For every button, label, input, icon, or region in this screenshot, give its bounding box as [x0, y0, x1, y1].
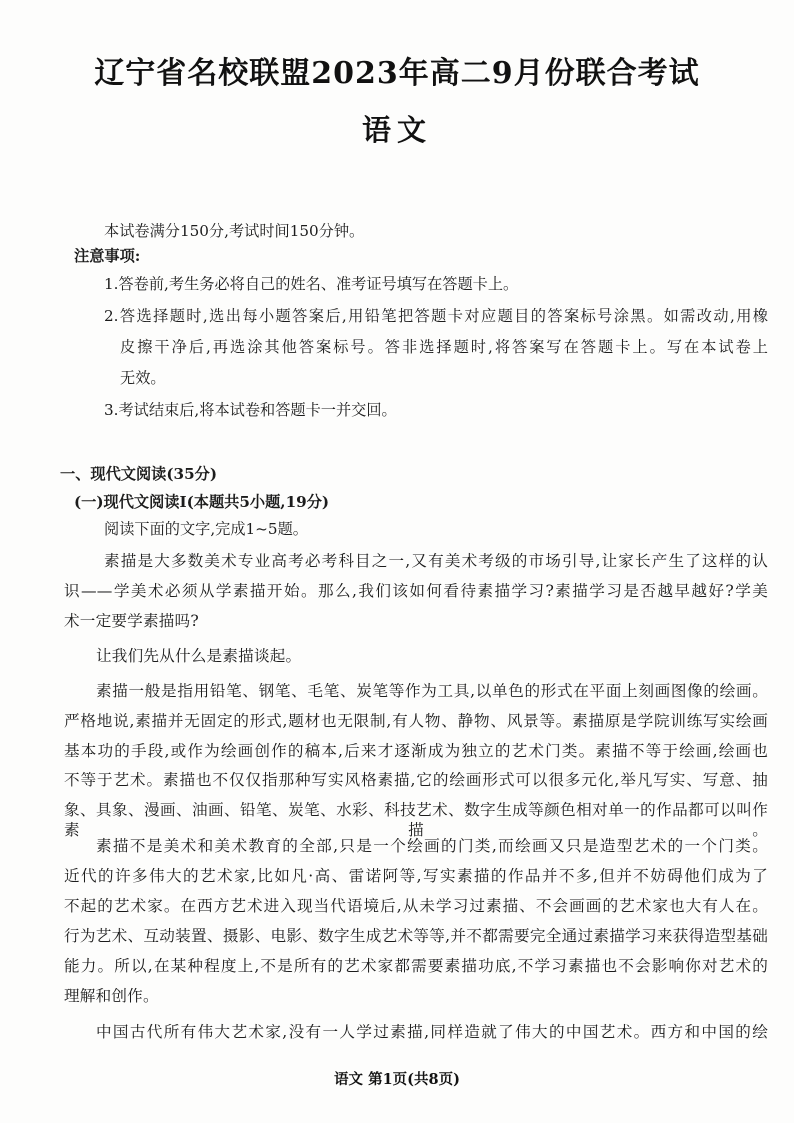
- intro-text: 本试卷满分150分,考试时间150分钟。: [104, 222, 365, 240]
- subject-title: 语文: [361, 113, 432, 147]
- notice-item-2-line-2: 皮擦干净后,再选涂其他答案标号。答非选择题时,将答案写在答题卡上。写在本试卷上: [120, 338, 768, 356]
- passage-p4-line-6: 理解和创作。: [64, 987, 159, 1005]
- passage-p3-line-2: 严格地说,素描并无固定的形式,题材也无限制,有人物、静物、风景等。素描原是学院训练写实绘画: [64, 712, 768, 730]
- passage-p5-line-1: 中国古代所有伟大艺术家,没有一人学过素描,同样造就了伟大的中国艺术。西方和中国的绘: [96, 1023, 768, 1041]
- passage-p3-line-1: 素描一般是指用铅笔、钢笔、毛笔、炭笔等作为工具,以单色的形式在平面上刻画图像的绘画。: [96, 682, 768, 700]
- notice-item-2-line-3: 无效。: [120, 369, 166, 387]
- passage-p4-line-2: 近代的许多伟大的艺术家,比如凡·高、雷诺阿等,写实素描的作品并不多,但并不妨碍他们成为了: [64, 867, 768, 885]
- passage-p2-line-1: 让我们先从什么是素描谈起。: [96, 647, 302, 665]
- passage-p3-line-4: 不等于艺术。素描也不仅仅指那种写实风格素描,它的绘画形式可以很多元化,举凡写实、写意、抽: [64, 771, 768, 789]
- passage-p1-line-2: 识——学美术必须从学素描开始。那么,我们该如何看待素描学习?素描学习是否越早越好?学美: [64, 582, 768, 600]
- passage-p1-line-1: 素描是大多数美术专业高考必考科目之一,又有美术考级的市场引导,让家长产生了这样的认: [104, 552, 768, 570]
- exam-title: 辽宁省名校联盟2023年高二9月份联合考试: [94, 56, 700, 91]
- passage-p3-line-3: 基本功的手段,或作为绘画创作的稿本,后来才逐渐成为独立的艺术门类。素描不等于绘画,绘画也: [64, 742, 768, 760]
- passage-p4-line-1: 素描不是美术和美术教育的全部,只是一个绘画的门类,而绘画又只是造型艺术的一个门类。: [96, 837, 768, 855]
- passage-p3-line-5: 象、具象、漫画、油画、铅笔、炭笔、水彩、科技艺术、数字生成等颜色相对单一的作品都可以叫作素描。: [64, 801, 768, 839]
- reading-direction: 阅读下面的文字,完成1~5题。: [104, 520, 308, 538]
- notice-label: 注意事项:: [74, 247, 141, 265]
- passage-p4-line-4: 行为艺术、互动装置、摄影、电影、数字生成艺术等等,并不都需要完全通过素描学习来获得造型基础: [64, 927, 768, 945]
- passage-p4-line-3: 不起的艺术家。在西方艺术进入现当代语境后,从未学习过素描、不会画画的艺术家也大有人在。: [64, 897, 768, 915]
- subsection-heading: (一)现代文阅读Ⅰ(本题共5小题,19分): [74, 493, 330, 511]
- notice-item-3: 3.考试结束后,将本试卷和答题卡一并交回。: [104, 401, 397, 419]
- page-footer: 语文 第1页(共8页): [334, 1071, 460, 1088]
- passage-p1-line-3: 术一定要学素描吗?: [64, 612, 199, 630]
- notice-item-1: 1.答卷前,考生务必将自己的姓名、准考证号填写在答题卡上。: [104, 275, 519, 293]
- section-heading: 一、现代文阅读(35分): [60, 465, 218, 483]
- passage-p4-line-5: 能力。所以,在某种程度上,不是所有的艺术家都需要素描功底,不学习素描也不会影响你对艺术的: [64, 957, 768, 975]
- notice-item-2-line-1: 2.答选择题时,选出每小题答案后,用铅笔把答题卡对应题目的答案标号涂黑。如需改动,用橡: [104, 307, 768, 325]
